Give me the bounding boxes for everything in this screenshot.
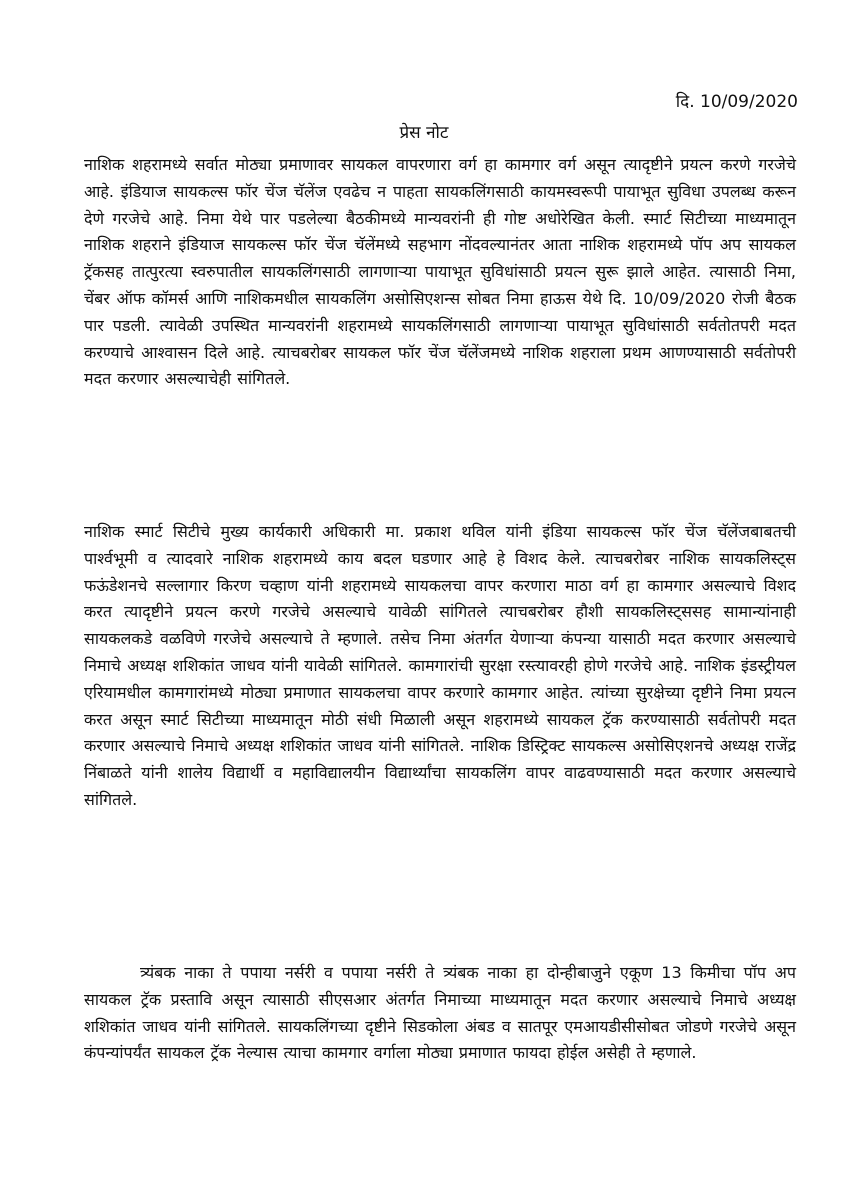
paragraph-1: नाशिक शहरामध्ये सर्वात मोठ्या प्रमाणावर सायकल वापरणारा वर्ग हा कामगार वर्ग असून त्यादृष्टीने प्रयत्न करणे गरजेचे आहे. इंडियाज सायकल्स फॉर चेंज चॅलेंज एवढेच न पाहता सायकलिंगसाठी कायमस्वरूपी पायाभूत सुविधा उपलब्ध करून देणे गरजेचे आहे. निमा येथे पार पडलेल्या बैठकीमध्ये मान्यवरांनी ही गोष्ट अधोरेखित केली. स्मार्ट सिटीच्या माध्यमातून नाशिक शहराने इंडियाज सायकल्स फॉर चेंज चॅलेंमध्ये सहभाग नोंदवल्यानंतर आता नाशिक शहरामध्ये पॉप अप सायकल ट्रॅकसह तात्पुरत्या स्वरुपातील सायकलिंगसाठी लागणाऱ्या पायाभूत सुविधांसाठी प्रयत्न सुरू झाले आहेत. त्यासाठी निमा, चेंबर ऑफ कॉमर्स आणि नाशिकमधील सायकलिंग असोसिएशन्स सोबत निमा हाऊस येथे दि. 10/09/2020 रोजी बैठक पार पडली. त्यावेळी उपस्थित मान्यवरांनी शहरामध्ये सायकलिंगसाठी लागणाऱ्या पायाभूत सुविधांसाठी सर्वतोतपरी मदत करण्याचे आश्वासन दिले आहे. त्याचबरोबर सायकल फॉर चेंज चॅलेंजमध्ये नाशिक शहराला प्रथम आणण्यासाठी सर्वतोपरी मदत करणार असल्याचेही सांगितले. — [84, 155, 796, 389]
paragraph-3: त्र्यंबक नाका ते पपाया नर्सरी व पपाया नर्सरी ते त्र्यंबक नाका हा दोन्हीबाजुने एकूण 13 किमीचा पॉप अप सायकल ट्रॅक प्रस्तावि असून त्यासाठी सीएसआर अंतर्गत निमाच्या माध्यमातून मदत करणार असल्याचे निमाचे अध्यक्ष शशिकांत जाधव यांनी सांगितले. सायकलिंगच्या दृष्टीने सिडकोला अंबड व सातपूर एमआयडीसीसोबत जोडणे गरजेचे असून कंपन्यांपर्यंत सायकल ट्रॅक नेल्यास त्याचा कामगार वर्गाला मोठ्या प्रमाणात फायदा होईल असेही ते म्हणाले. — [84, 963, 796, 1063]
paragraph-2: नाशिक स्मार्ट सिटीचे मुख्य कार्यकारी अधिकारी मा. प्रकाश थविल यांनी इंडिया सायकल्स फॉर चेंज चॅलेंजबाबतची पार्श्वभूमी व त्यादवारे नाशिक शहरामध्ये काय बदल घडणार आहे हे विशद केले. त्याचबरोबर नाशिक सायकलिस्ट्स फऊंडेशनचे सल्लागार किरण चव्हाण यांनी शहरामध्ये सायकलचा वापर करणारा माठा वर्ग हा कामगार असल्याचे विशद करत त्यादृष्टीने प्रयत्न करणे गरजेचे असल्याचे यावेळी सांगितले त्याचबरोबर हौशी सायकलिस्ट्ससह सामान्यांनाही सायकलकडे वळविणे गरजेचे असल्याचे ते म्हणाले. तसेच निमा अंतर्गत येणाऱ्या कंपन्या यासाठी मदत करणार असल्याचे निमाचे अध्यक्ष शशिकांत जाधव यांनी यावेळी सांगितले. कामगारांची सुरक्षा रस्त्यावरही होणे गरजेचे आहे. नाशिक इंडस्ट्रीयल एरियामधील कामगारांमध्ये मोठ्या प्रमाणात सायकलचा वापर करणारे कामगार आहेत. त्यांच्या सुरक्षेच्या दृष्टीने निमा प्रयत्न करत असून स्मार्ट सिटीच्या माध्यमातून मोठी संधी मिळाली असून शहरामध्ये सायकल ट्रॅक करण्यासाठी सर्वतोपरी मदत करणार असल्याचे निमाचे अध्यक्ष शशिकांत जाधव यांनी सांगितले. नाशिक डिस्ट्रिक्ट सायकल्स असोसिएशनचे अध्यक्ष राजेंद्र निंबाळते यांनी शालेय विद्यार्थी व महाविद्यालयीन विद्यार्थ्यांचा सायकलिंग वापर वाढवण्यासाठी मदत करणार असल्याचे सांगितले. — [84, 522, 796, 809]
document-date: दि. 10/09/2020 — [675, 92, 798, 112]
document-title: प्रेस नोट — [399, 123, 449, 143]
